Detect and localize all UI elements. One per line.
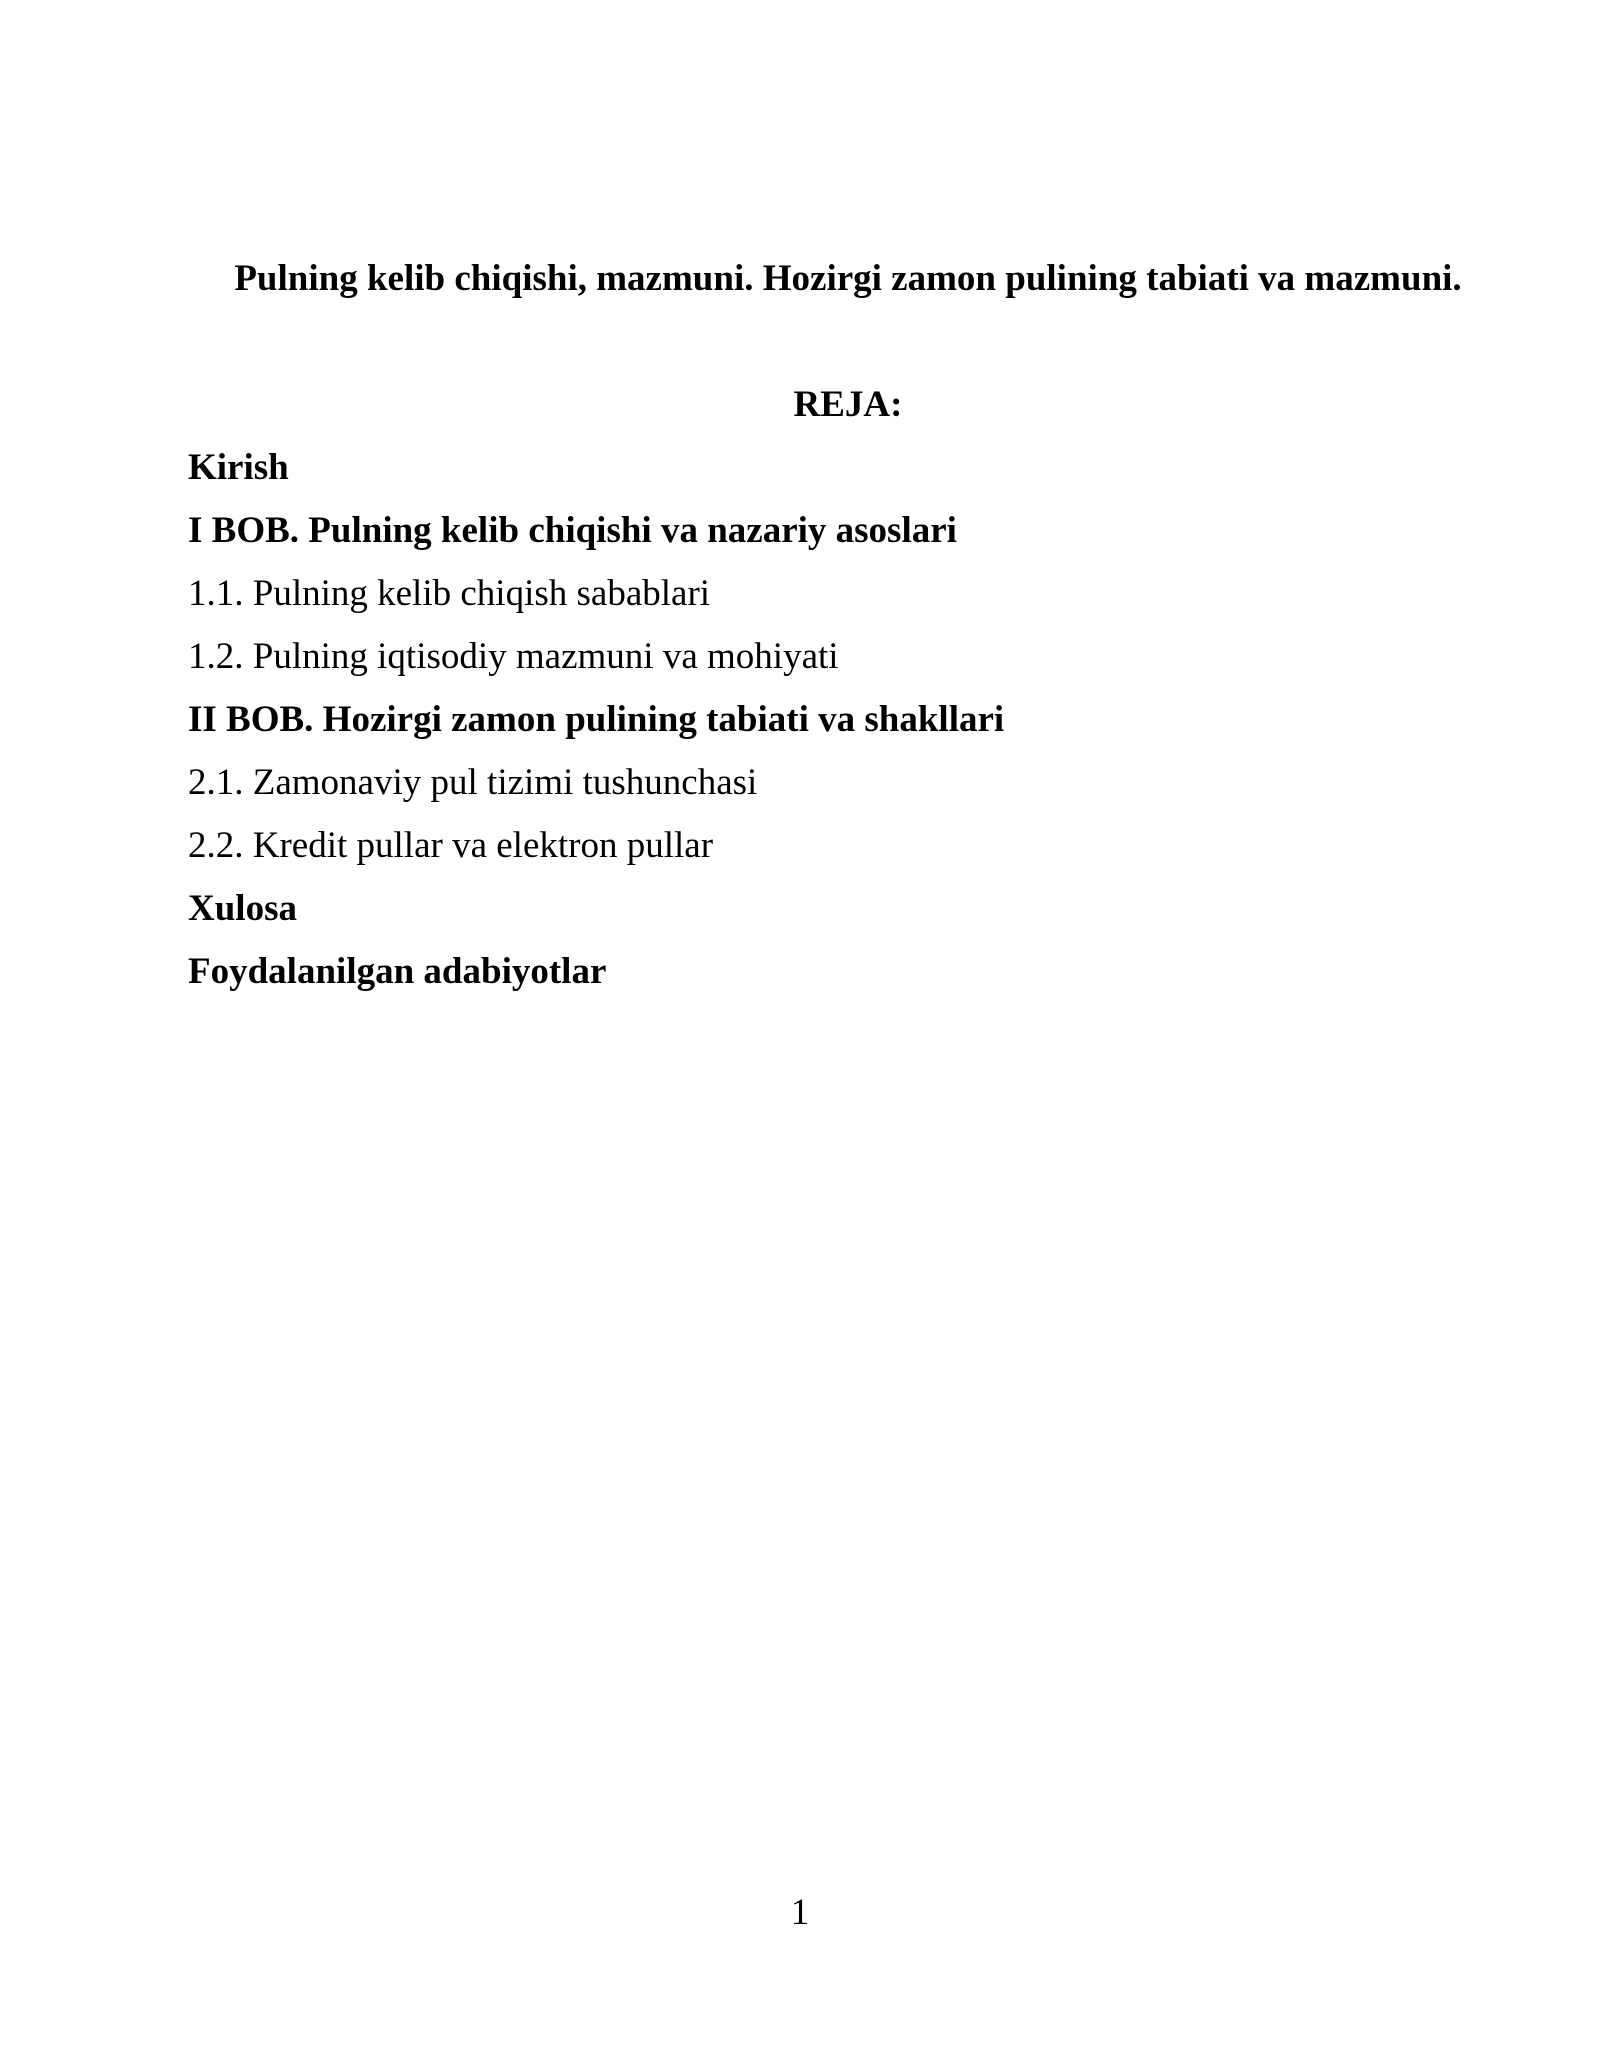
toc-item-chapter-2: II BOB. Hozirgi zamon pulining tabiati va shakllari bbox=[188, 699, 1005, 740]
toc-item-section-2-1: 2.1. Zamonaviy pul tizimi tushunchasi bbox=[188, 762, 758, 803]
toc-item-kirish: Kirish bbox=[188, 447, 289, 488]
toc-item-section-2-2: 2.2. Kredit pullar va elektron pullar bbox=[188, 825, 714, 866]
plan-heading: REJA: bbox=[793, 384, 903, 425]
page-number: 1 bbox=[790, 1892, 810, 1933]
toc-item-section-1-1: 1.1. Pulning kelib chiqish sabablari bbox=[188, 573, 711, 614]
toc-item-section-1-2: 1.2. Pulning iqtisodiy mazmuni va mohiyati bbox=[188, 636, 839, 677]
document-title: Pulning kelib chiqishi, mazmuni. Hozirgi zamon pulining tabiati va mazmuni. bbox=[234, 258, 1462, 299]
toc-item-chapter-1: I BOB. Pulning kelib chiqishi va nazariy asoslari bbox=[188, 510, 957, 551]
toc-item-xulosa: Xulosa bbox=[188, 888, 297, 929]
toc-item-references: Foydalanilgan adabiyotlar bbox=[188, 951, 607, 992]
table-of-contents bbox=[188, 436, 1508, 1003]
